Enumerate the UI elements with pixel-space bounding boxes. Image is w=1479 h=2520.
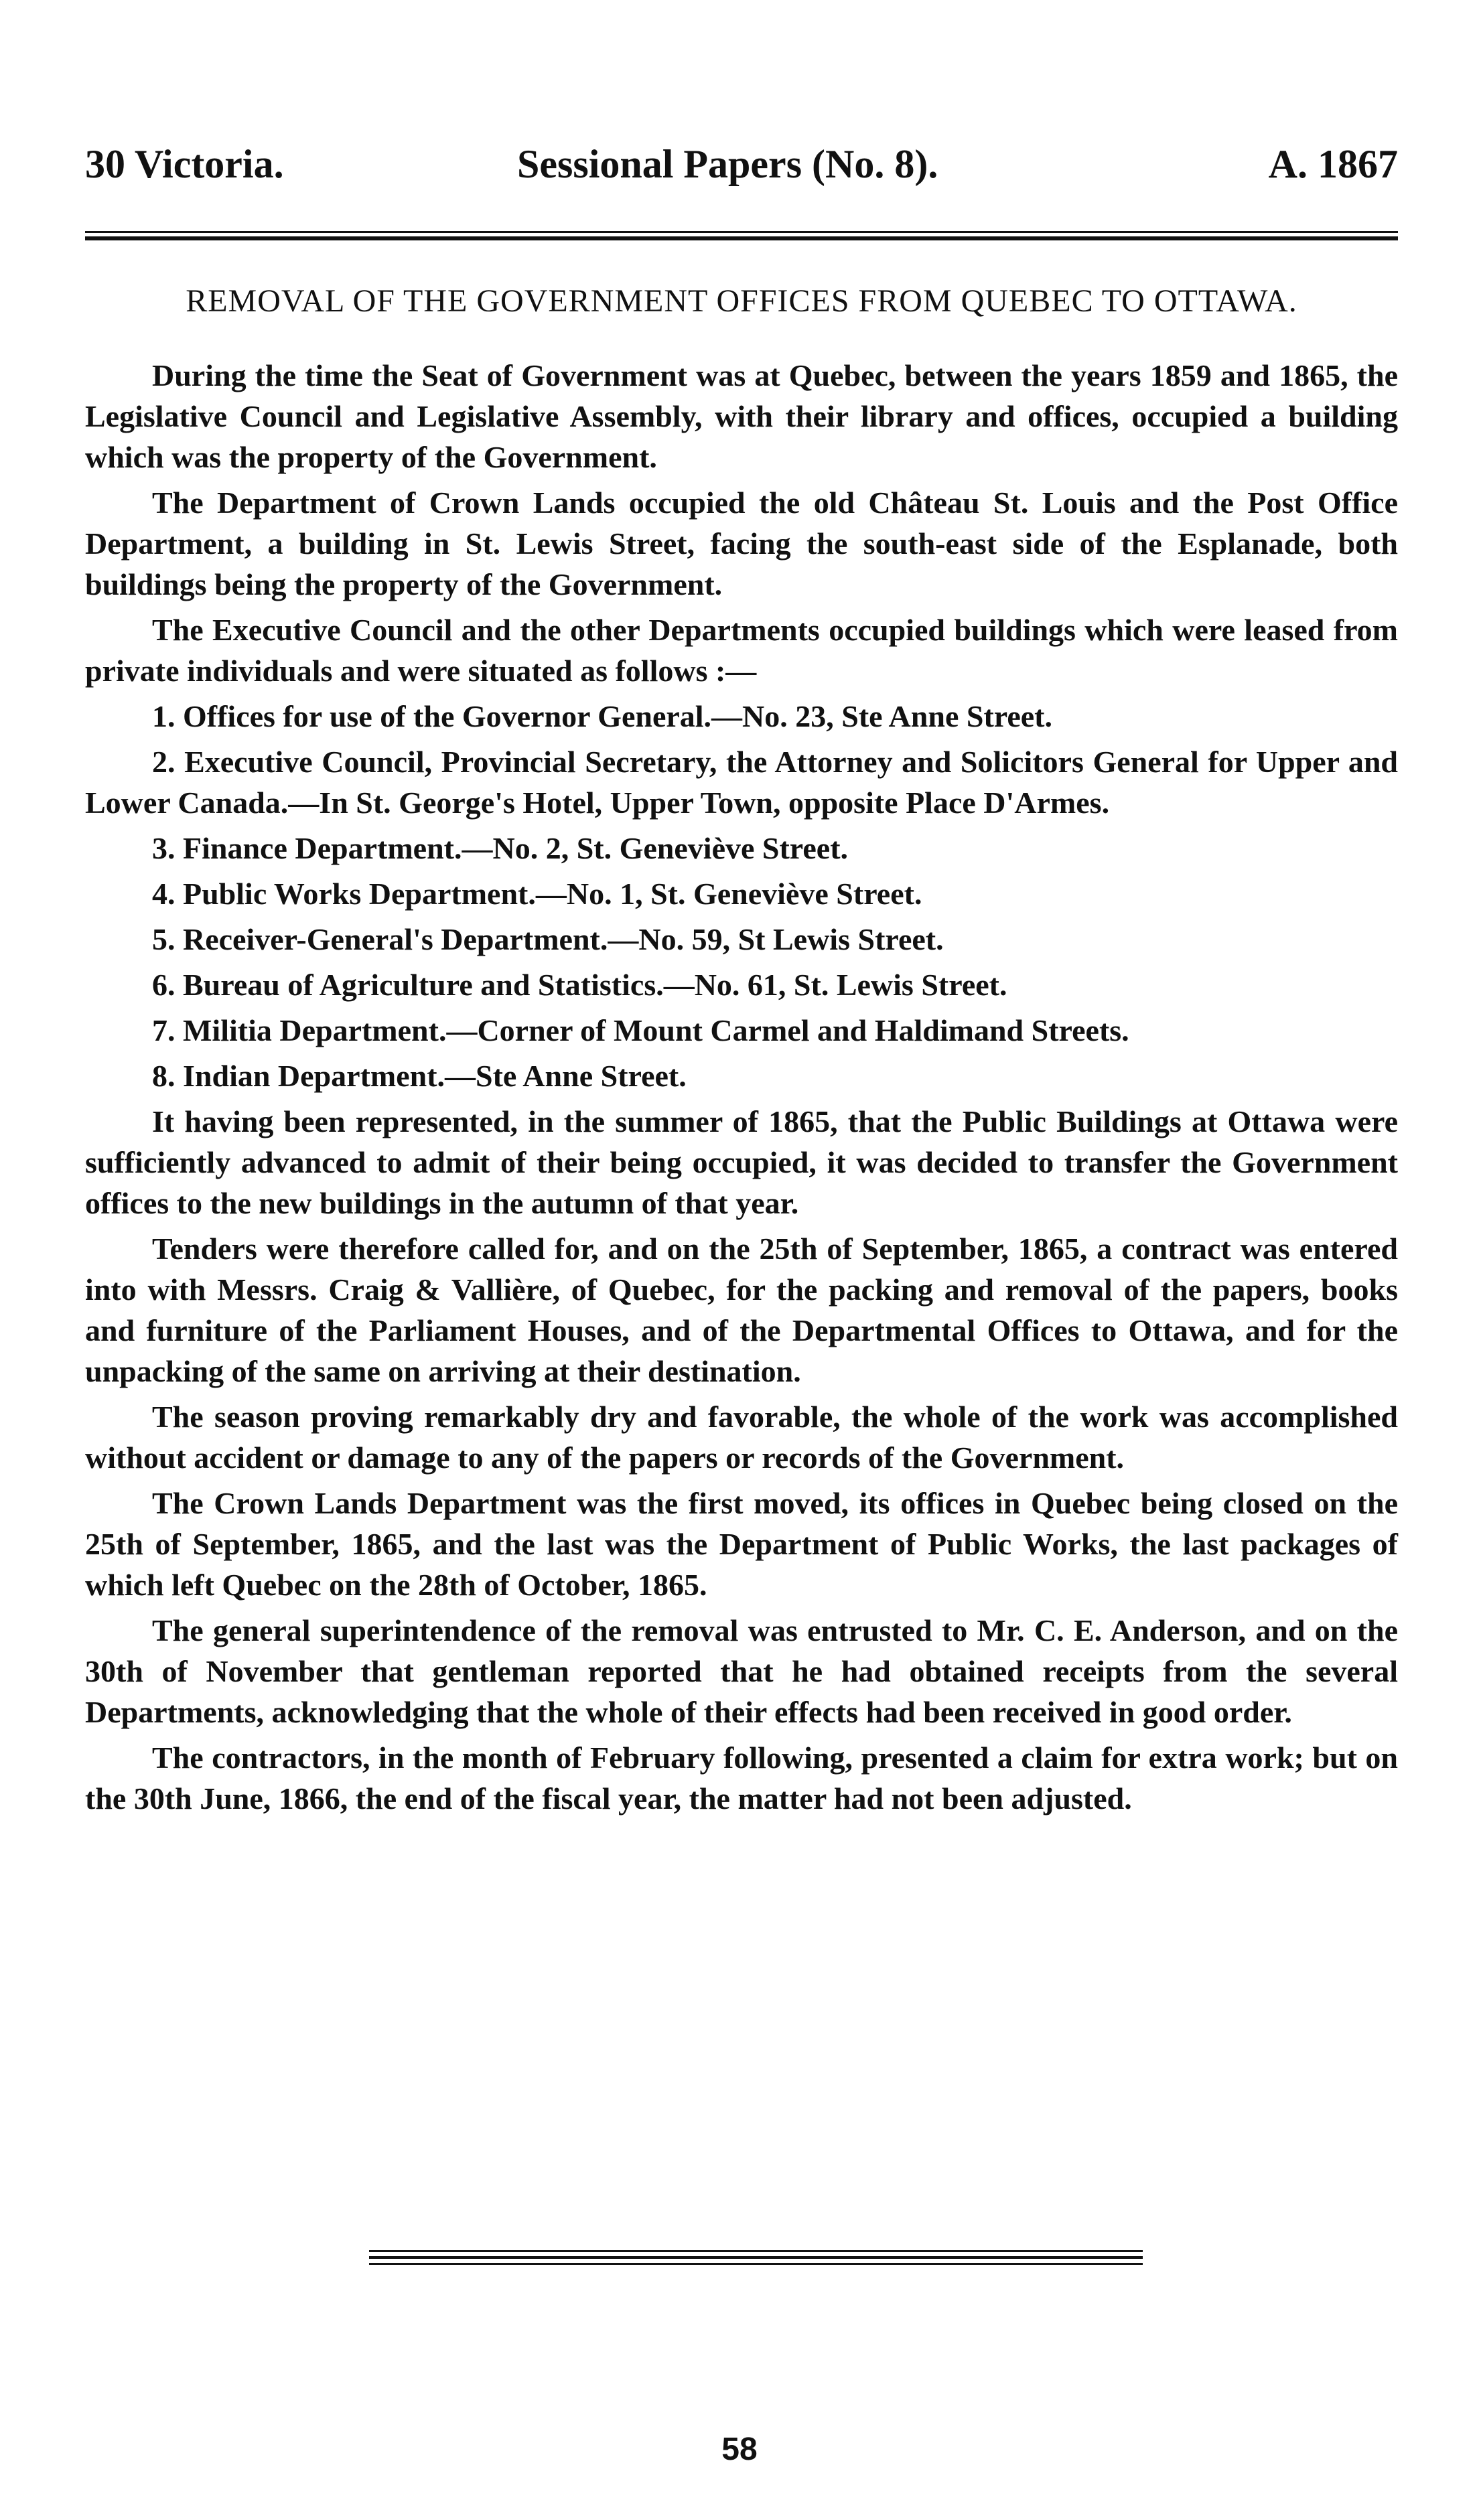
session-label: 30 Victoria. bbox=[85, 142, 284, 186]
paragraph: The general superintendence of the removal was entrusted to Mr. C. E. Anderson, and on the 30th of November that gentleman reported that he had obtained receipts from the several Departments, acknowledging that the whole of their effects had been received in good order. bbox=[85, 1613, 1398, 1729]
list-item: 2. Executive Council, Provincial Secretary, the Attorney and Solicitors General for Upper and Lower Canada.—In St. George's Hotel, Upper Town, opposite Place D'Armes. bbox=[85, 745, 1398, 820]
paragraph: The Executive Council and the other Departments occupied buildings which were leased from private individuals and were situated as follows :— bbox=[85, 613, 1398, 688]
list-item: 7. Militia Department.—Corner of Mount Carmel and Haldimand Streets. bbox=[152, 1013, 1129, 1047]
list-item: 5. Receiver-General's Department.—No. 59, St Lewis Street. bbox=[152, 922, 944, 956]
list-item: 4. Public Works Department.—No. 1, St. Geneviève Street. bbox=[152, 877, 922, 911]
end-rule bbox=[369, 2250, 1143, 2265]
list-item: 3. Finance Department.—No. 2, St. Geneviève Street. bbox=[152, 831, 849, 865]
list-item: 8. Indian Department.—Ste Anne Street. bbox=[152, 1059, 687, 1093]
paper-label: Sessional Papers (No. 8). bbox=[517, 142, 938, 186]
running-head bbox=[85, 137, 1398, 191]
list-item: 1. Offices for use of the Governor General.—No. 23, Ste Anne Street. bbox=[152, 699, 1052, 733]
list-item: 6. Bureau of Agriculture and Statistics.—No. 61, St. Lewis Street. bbox=[152, 968, 1007, 1002]
header-double-rule bbox=[85, 231, 1398, 240]
paragraph: The Crown Lands Department was the first moved, its offices in Quebec being closed on the 25th of September, 1865, and the last was the Department of Public Works, the last packages of which left Quebec on the 28th of October, 1865. bbox=[85, 1486, 1398, 1602]
paragraph: Tenders were therefore called for, and on the 25th of September, 1865, a contract was entered into with Messrs. Craig & Vallière, of Quebec, for the packing and removal of the papers, books and furniture of the Parliament Houses, and of the Departmental Offices to Ottawa, and for the unpacking of the same on arriving at their destination. bbox=[85, 1232, 1398, 1388]
page-number: 58 bbox=[721, 2432, 758, 2467]
paragraph: The contractors, in the month of February following, presented a claim for extra work; but on the 30th June, 1866, the end of the fiscal year, the matter had not been adjusted. bbox=[85, 1740, 1398, 1815]
paragraph: It having been represented, in the summer of 1865, that the Public Buildings at Ottawa were sufficiently advanced to admit of their being occupied, it was decided to transfer the Government offices to the new buildings in the autumn of that year. bbox=[85, 1104, 1398, 1220]
section-title: REMOVAL OF THE GOVERNMENT OFFICES FROM QUEBEC TO OTTAWA. bbox=[186, 283, 1297, 319]
paragraph: The Department of Crown Lands occupied the old Château St. Louis and the Post Office Department, a building in St. Lewis Street, facing the south-east side of the Esplanade, both buildings being the property of the Government. bbox=[85, 486, 1398, 601]
paragraph: During the time the Seat of Government was at Quebec, between the years 1859 and 1865, the Legislative Council and Legislative Assembly, with their library and offices, occupied a building which was the property of the Government. bbox=[85, 358, 1398, 474]
body-text bbox=[85, 355, 1398, 1824]
paragraph: The season proving remarkably dry and favorable, the whole of the work was accomplished without accident or damage to any of the papers or records of the Government. bbox=[85, 1400, 1398, 1475]
year-label: A. 1867 bbox=[1268, 142, 1398, 186]
